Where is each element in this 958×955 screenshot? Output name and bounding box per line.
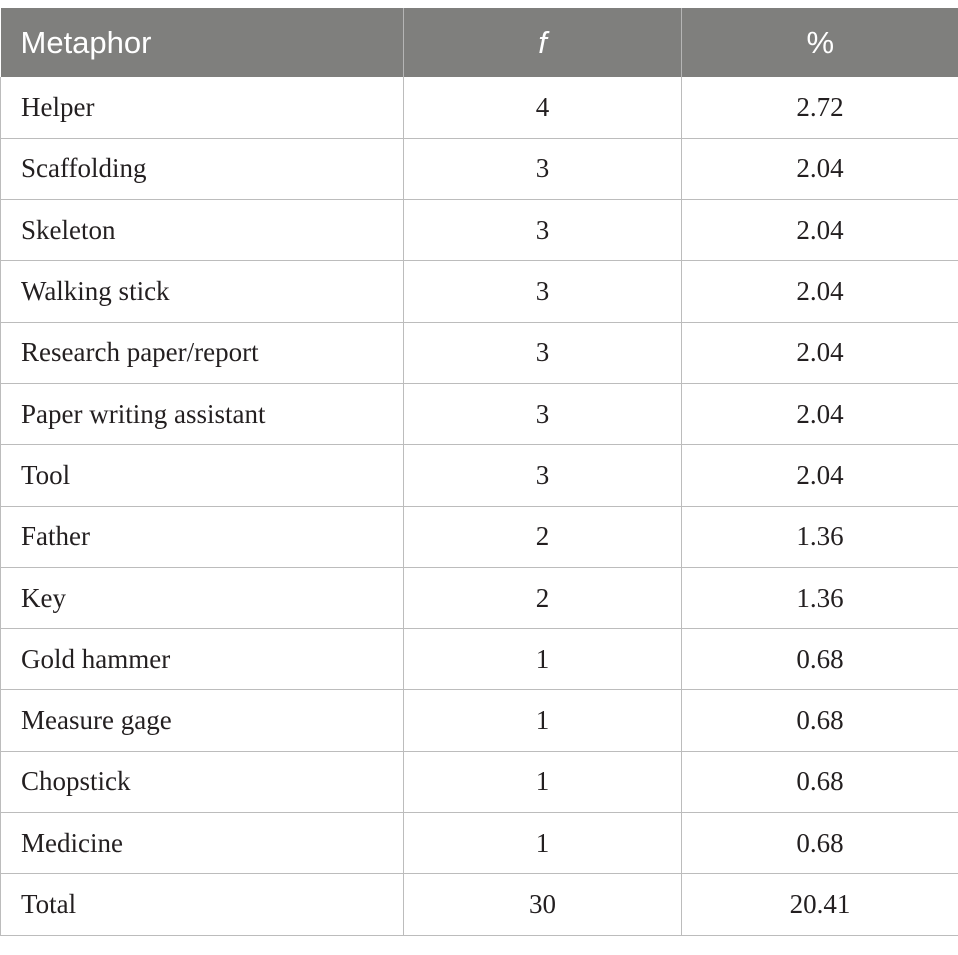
metaphor-cell: Helper — [1, 77, 404, 138]
frequency-cell: 4 — [404, 77, 682, 138]
header-metaphor: Metaphor — [20, 24, 152, 60]
frequency-cell: 3 — [404, 138, 682, 199]
metaphor-cell: Tool — [1, 445, 404, 506]
percent-cell: 0.68 — [682, 629, 958, 690]
percent-cell: 2.04 — [682, 261, 958, 322]
total-row — [1, 874, 958, 935]
table-row — [1, 751, 958, 812]
table-row — [1, 813, 958, 874]
header-row — [1, 8, 958, 77]
metaphor-table-container — [0, 8, 958, 936]
frequency-cell: 1 — [404, 813, 682, 874]
total-frequency-cell: 30 — [404, 874, 682, 935]
table-row — [1, 138, 958, 199]
percent-cell: 0.68 — [682, 813, 958, 874]
metaphor-cell: Paper writing assistant — [1, 383, 404, 444]
metaphor-cell: Skeleton — [1, 200, 404, 261]
frequency-cell: 2 — [404, 567, 682, 628]
table-body — [1, 77, 958, 935]
total-percent-cell: 20.41 — [682, 874, 958, 935]
table-row — [1, 690, 958, 751]
metaphor-cell: Father — [1, 506, 404, 567]
frequency-cell: 3 — [404, 261, 682, 322]
percent-cell: 0.68 — [682, 690, 958, 751]
metaphor-cell: Walking stick — [1, 261, 404, 322]
metaphor-cell: Chopstick — [1, 751, 404, 812]
percent-cell: 2.04 — [682, 138, 958, 199]
table-row — [1, 77, 958, 138]
metaphor-cell: Scaffolding — [1, 138, 404, 199]
percent-cell: 1.36 — [682, 567, 958, 628]
percent-cell: 2.04 — [682, 445, 958, 506]
table-row — [1, 200, 958, 261]
header-percent: % — [682, 8, 958, 77]
table-row — [1, 445, 958, 506]
metaphor-frequency-table — [0, 8, 958, 936]
metaphor-cell: Medicine — [1, 813, 404, 874]
table-header — [1, 8, 958, 77]
percent-cell: 0.68 — [682, 751, 958, 812]
percent-cell: 2.04 — [682, 383, 958, 444]
frequency-cell: 1 — [404, 629, 682, 690]
frequency-cell: 3 — [404, 445, 682, 506]
frequency-cell: 2 — [404, 506, 682, 567]
table-row — [1, 506, 958, 567]
frequency-cell: 1 — [404, 751, 682, 812]
metaphor-cell: Gold hammer — [1, 629, 404, 690]
percent-cell: 2.04 — [682, 200, 958, 261]
header-frequency: f — [404, 8, 682, 77]
percent-cell: 2.72 — [682, 77, 958, 138]
percent-cell: 1.36 — [682, 506, 958, 567]
frequency-cell: 3 — [404, 322, 682, 383]
total-label-cell: Total — [1, 874, 404, 935]
table-row — [1, 629, 958, 690]
table-row — [1, 383, 958, 444]
frequency-cell: 1 — [404, 690, 682, 751]
table-row — [1, 261, 958, 322]
frequency-cell: 3 — [404, 383, 682, 444]
metaphor-cell: Measure gage — [1, 690, 404, 751]
frequency-cell: 3 — [404, 200, 682, 261]
metaphor-cell: Research paper/report — [1, 322, 404, 383]
percent-cell: 2.04 — [682, 322, 958, 383]
table-row — [1, 567, 958, 628]
metaphor-cell: Key — [1, 567, 404, 628]
table-row — [1, 322, 958, 383]
